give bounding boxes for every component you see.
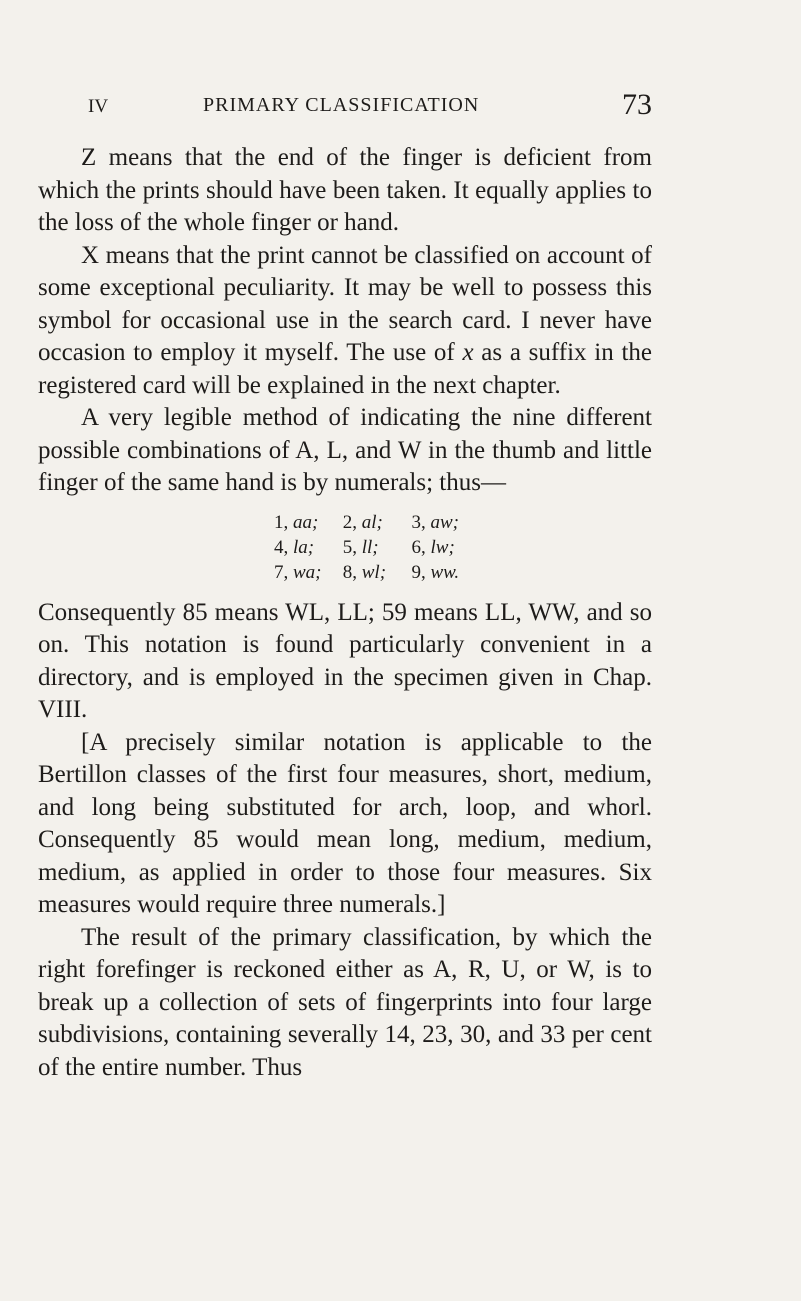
combination-cell: 9, ww. [411,561,460,583]
combination-cell: 4, la; [274,536,315,558]
running-title: PRIMARY CLASSIFICATION [203,94,480,116]
paragraph-consequently: Consequently 85 means WL, LL; 59 means LL, WW, and so on. This notation is found particularly convenient in a directory, and is employed in the specimen given in Chap. VIII. [38,598,652,723]
paragraph-result: The result of the primary classification, by which the right forefinger is reckoned either as A, R, U, or W, is to break up a collection of sets of fingerprints into four large subdivisions, containing severally 14, 23, 30, and 33 per cent of the entire number. Thus [38,923,652,1081]
chapter-number: IV [88,96,109,117]
combination-row [274,535,652,560]
paragraph-legible-method: A very legible method of indicating the nine different possible combinations of A, L, and W in the thumb and little finger of the same hand is by numerals; thus— [38,404,652,496]
body-text [38,142,652,1084]
page-number: 73 [622,88,652,121]
combination-cell: 7, wa; [274,561,322,583]
text-run: X means that the print cannot be classified on account of some exceptional peculiarity. It may be well to possess this symbol for occasional use in the search card. I never have occasion to employ it myself. The use of [38,241,652,366]
paragraph-z: Z means that the end of the finger is deficient from which the prints should have been taken. It equally applies to the loss of the whole finger or hand. [38,144,652,236]
combination-cell: 1, aa; [274,511,319,533]
symbol-x: x [462,339,474,366]
combination-cell: 5, ll; [342,536,379,558]
paragraph-bertillon: [A precisely similar notation is applicable to the Bertillon classes of the first four measures, short, medium, and long being substituted for arch, loop, and whorl. Consequently 85 would mean long, medium, medium, medium, as applied in order to those four measures. Six measures would require three numerals.] [38,728,652,918]
running-header [88,88,652,128]
combination-row [274,510,652,535]
text-run: as a suffix in the registered card will be explained in the next chapter. [38,339,652,399]
combination-row [274,560,652,585]
combination-cell: 2, al; [342,511,383,533]
combination-table [274,510,652,585]
combination-cell: 6, lw; [411,536,455,558]
combination-cell: 8, wl; [342,561,387,583]
combination-cell: 3, aw; [411,511,459,533]
paragraph-x [38,240,652,403]
